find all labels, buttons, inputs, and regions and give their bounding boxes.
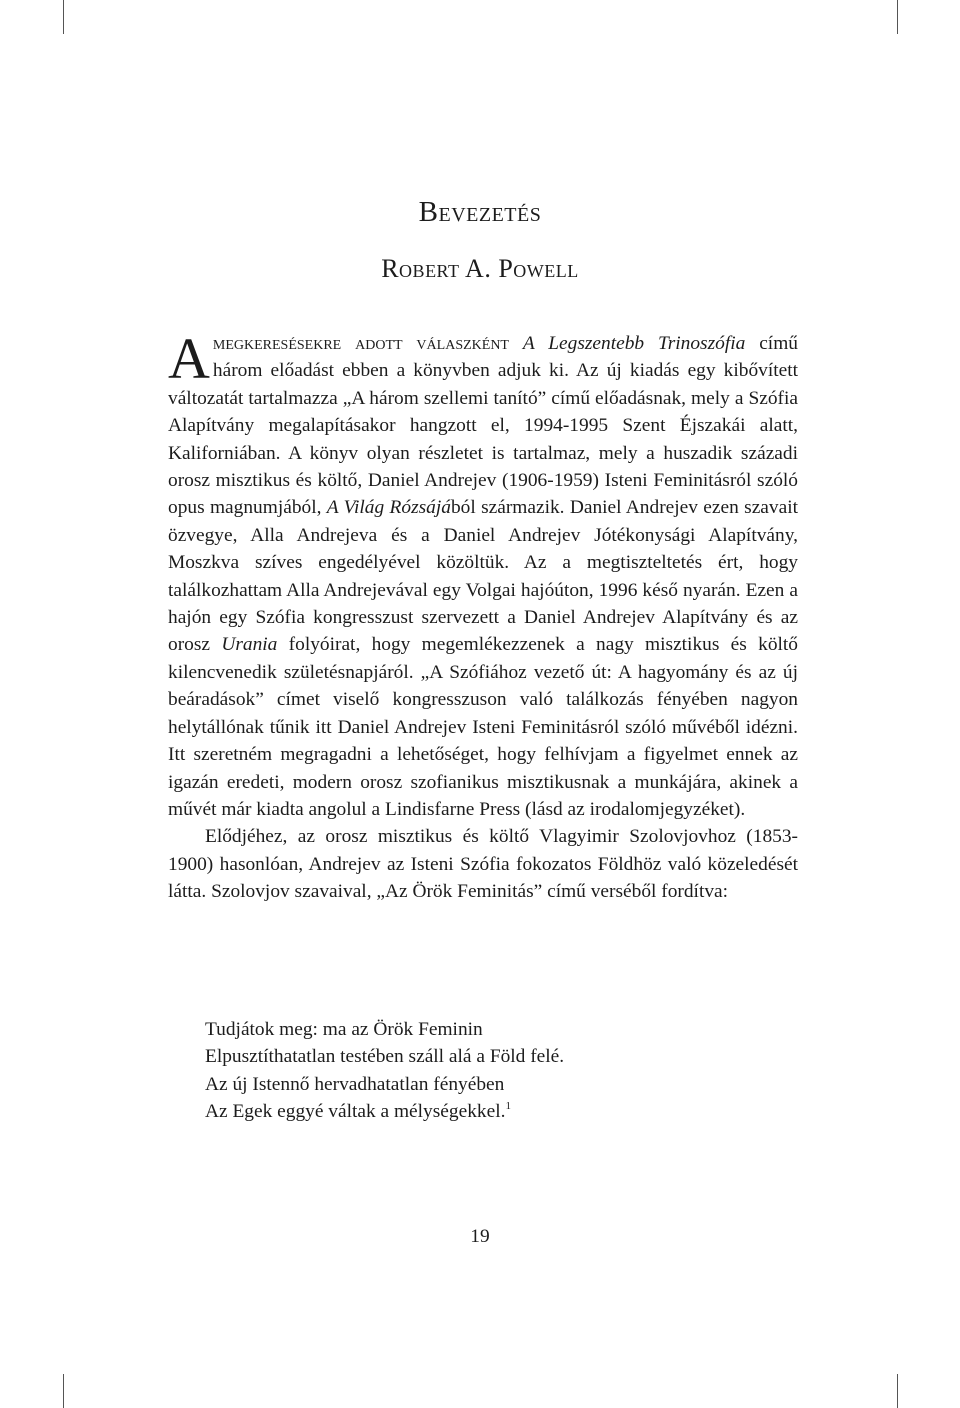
poem-line-text: Az Egek eggyé váltak a mélységekkel. xyxy=(205,1101,506,1123)
paragraph-1-text-1: című három előadást ebben a könyvben adjuk ki. Az új kiadás egy kibővített változatát tartalmazza „A három szellemi tanító” című előadásnak, mely a Szófia Alapítvány megalapításakor hangzott el, 1994-1995 Szent Éjszakái alatt, Kaliforniában. A könyv olyan részletet is tartalmaz, mely a huszadik századi orosz misztikus és költő, Daniel Andrejev (1906-1959) Isteni Feminitásról szóló opus magnumjából, xyxy=(168,333,798,519)
page-number: 19 xyxy=(470,1226,490,1247)
journal-title-italic: Urania xyxy=(221,634,278,656)
crop-mark-bottom-right xyxy=(897,1374,898,1408)
crop-mark-top-right xyxy=(897,0,898,34)
poem-line: Elpusztíthatatlan testében száll alá a Föld felé. xyxy=(205,1046,565,1068)
paragraph-1-text-2: ból származik. Daniel Andrejev ezen szavait özvegye, Alla Andrejeva és a Daniel Andrejev Jótékonysági Alapítvány, Moszkva szíves engedélyével közöltük. Az a megtiszteltetés ért, hogy találkozhattam Alla Andrejevával egy Volgai hajóúton, 1996 késő nyarán. Ezen a hajón egy Szófia kongresszust szervezett a Daniel Andrejev Alapítvány és az orosz xyxy=(168,497,798,656)
paragraph-1 xyxy=(168,326,798,823)
poem-line-last xyxy=(205,1098,564,1125)
work-title-italic: A Világ Rózsájá xyxy=(326,497,451,519)
poem-line: Az új Istennő hervadhatatlan fényében xyxy=(205,1073,505,1095)
footnote-reference[interactable]: 1 xyxy=(505,1100,511,1113)
poem-line: Tudjátok meg: ma az Örök Feminin xyxy=(205,1019,483,1040)
paragraph-2: Elődjéhez, az orosz misztikus és költő Vlagyimir Szolovjovhoz (1853-1900) hasonlóan, Andrejev az Isteni Szófia fokozatos Földhöz való közeledését látta. Szolovjov szavaival, „Az Örök Feminitás” című verséből fordítva: xyxy=(168,826,798,903)
body-text xyxy=(168,326,798,906)
chapter-title: Bevezetés xyxy=(418,196,542,228)
crop-mark-top-left xyxy=(63,0,64,34)
small-caps-lead: megkeresésekre adott válaszként xyxy=(212,333,509,354)
paragraph-1-text-3: folyóirat, hogy megemlékezzenek a nagy misztikus és költő kilencvenedik születésnapjáról. „A Szófiához vezető út: A hagyomány és az új beáradások” címet viselő kongresszuson való találkozás fényében nagyon helytállónak tűnik itt Daniel Andrejev Isteni Feminitásról szóló művéből idézni. Itt szeretném megragadni a lehetőséget, hogy felhívjam a figyelmet ennek az igazán eredeti, modern orosz szofianikus misztikusnak a munkájára, akinek a művét már kiadta angolul a Lindisfarne Press (lásd az irodalomjegyzéket). xyxy=(168,634,798,820)
drop-cap: A xyxy=(168,326,210,391)
crop-mark-bottom-left xyxy=(63,1374,64,1408)
poem-quote xyxy=(205,1016,564,1126)
book-title-italic: A Legszentebb Trinoszófia xyxy=(522,333,746,354)
chapter-author: Robert A. Powell xyxy=(381,254,579,283)
